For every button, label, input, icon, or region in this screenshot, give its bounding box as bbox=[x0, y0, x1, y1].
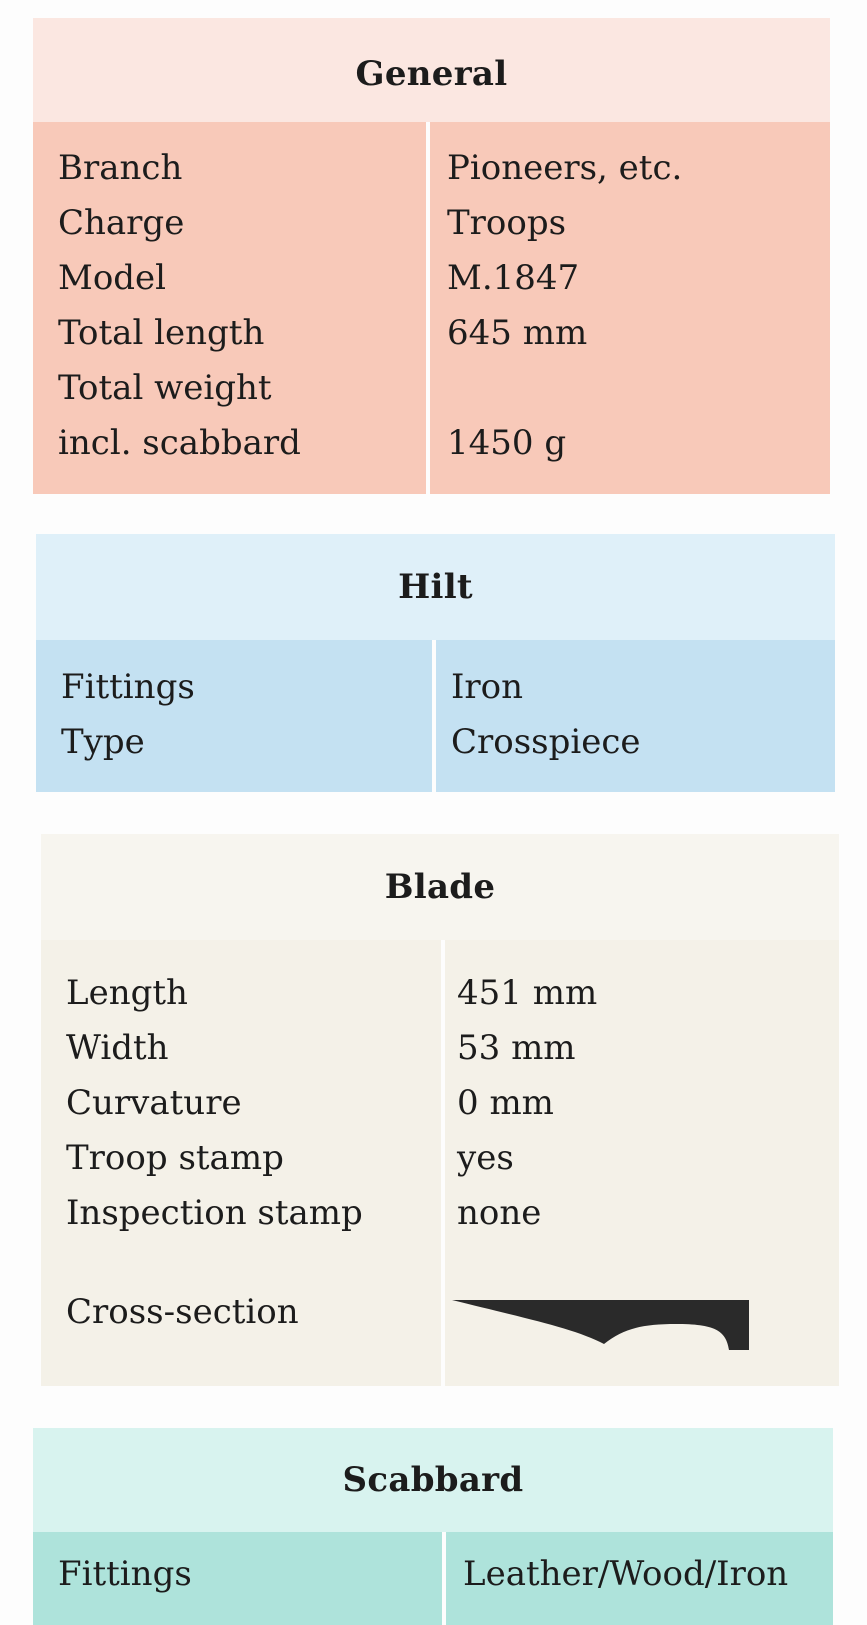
spec-label: Model bbox=[58, 258, 167, 298]
spec-label: Fittings bbox=[61, 667, 195, 707]
spec-value: Iron bbox=[451, 667, 524, 707]
spec-label: Width bbox=[66, 1028, 169, 1068]
spec-value: yes bbox=[457, 1138, 514, 1178]
spec-label: Length bbox=[66, 973, 188, 1013]
blade-title: Blade bbox=[41, 834, 839, 940]
spec-label: Total weight bbox=[58, 368, 272, 408]
scabbard-title: Scabbard bbox=[33, 1428, 833, 1532]
cross-section-label: Cross-section bbox=[66, 1292, 299, 1332]
spec-value: Pioneers, etc. bbox=[447, 148, 683, 188]
spec-value: 645 mm bbox=[447, 313, 588, 353]
spec-label: Branch bbox=[58, 148, 183, 188]
spec-value: 53 mm bbox=[457, 1028, 576, 1068]
spec-value: Troops bbox=[447, 203, 567, 243]
column-divider bbox=[441, 940, 445, 1386]
spec-label: Inspection stamp bbox=[66, 1193, 363, 1233]
blade-panel bbox=[41, 834, 839, 1386]
spec-value: Crosspiece bbox=[451, 722, 641, 762]
spec-value: M.1847 bbox=[447, 258, 580, 298]
scabbard-panel bbox=[33, 1428, 833, 1625]
hilt-title: Hilt bbox=[36, 534, 835, 640]
spec-label: Total length bbox=[58, 313, 265, 353]
spec-value: 1450 g bbox=[447, 423, 567, 463]
hilt-panel bbox=[36, 534, 835, 792]
spec-value: Leather/Wood/Iron bbox=[463, 1554, 789, 1594]
spec-label: Charge bbox=[58, 203, 185, 243]
blade-cross-section-icon bbox=[464, 1300, 465, 1301]
column-divider bbox=[432, 640, 436, 792]
spec-label: Troop stamp bbox=[66, 1138, 284, 1178]
spec-value: 0 mm bbox=[457, 1083, 554, 1123]
scabbard-table bbox=[33, 1532, 833, 1625]
spec-value: 451 mm bbox=[457, 973, 598, 1013]
spec-label: incl. scabbard bbox=[58, 423, 301, 463]
general-panel bbox=[33, 18, 830, 494]
spec-label: Type bbox=[61, 722, 145, 762]
blade-table bbox=[41, 940, 839, 1386]
column-divider bbox=[442, 1532, 446, 1625]
hilt-table bbox=[36, 640, 835, 792]
general-table bbox=[33, 122, 830, 494]
spec-label: Fittings bbox=[58, 1554, 192, 1594]
spec-value: none bbox=[457, 1193, 542, 1233]
spec-label: Curvature bbox=[66, 1083, 242, 1123]
general-title: General bbox=[33, 18, 830, 122]
column-divider bbox=[426, 122, 430, 494]
